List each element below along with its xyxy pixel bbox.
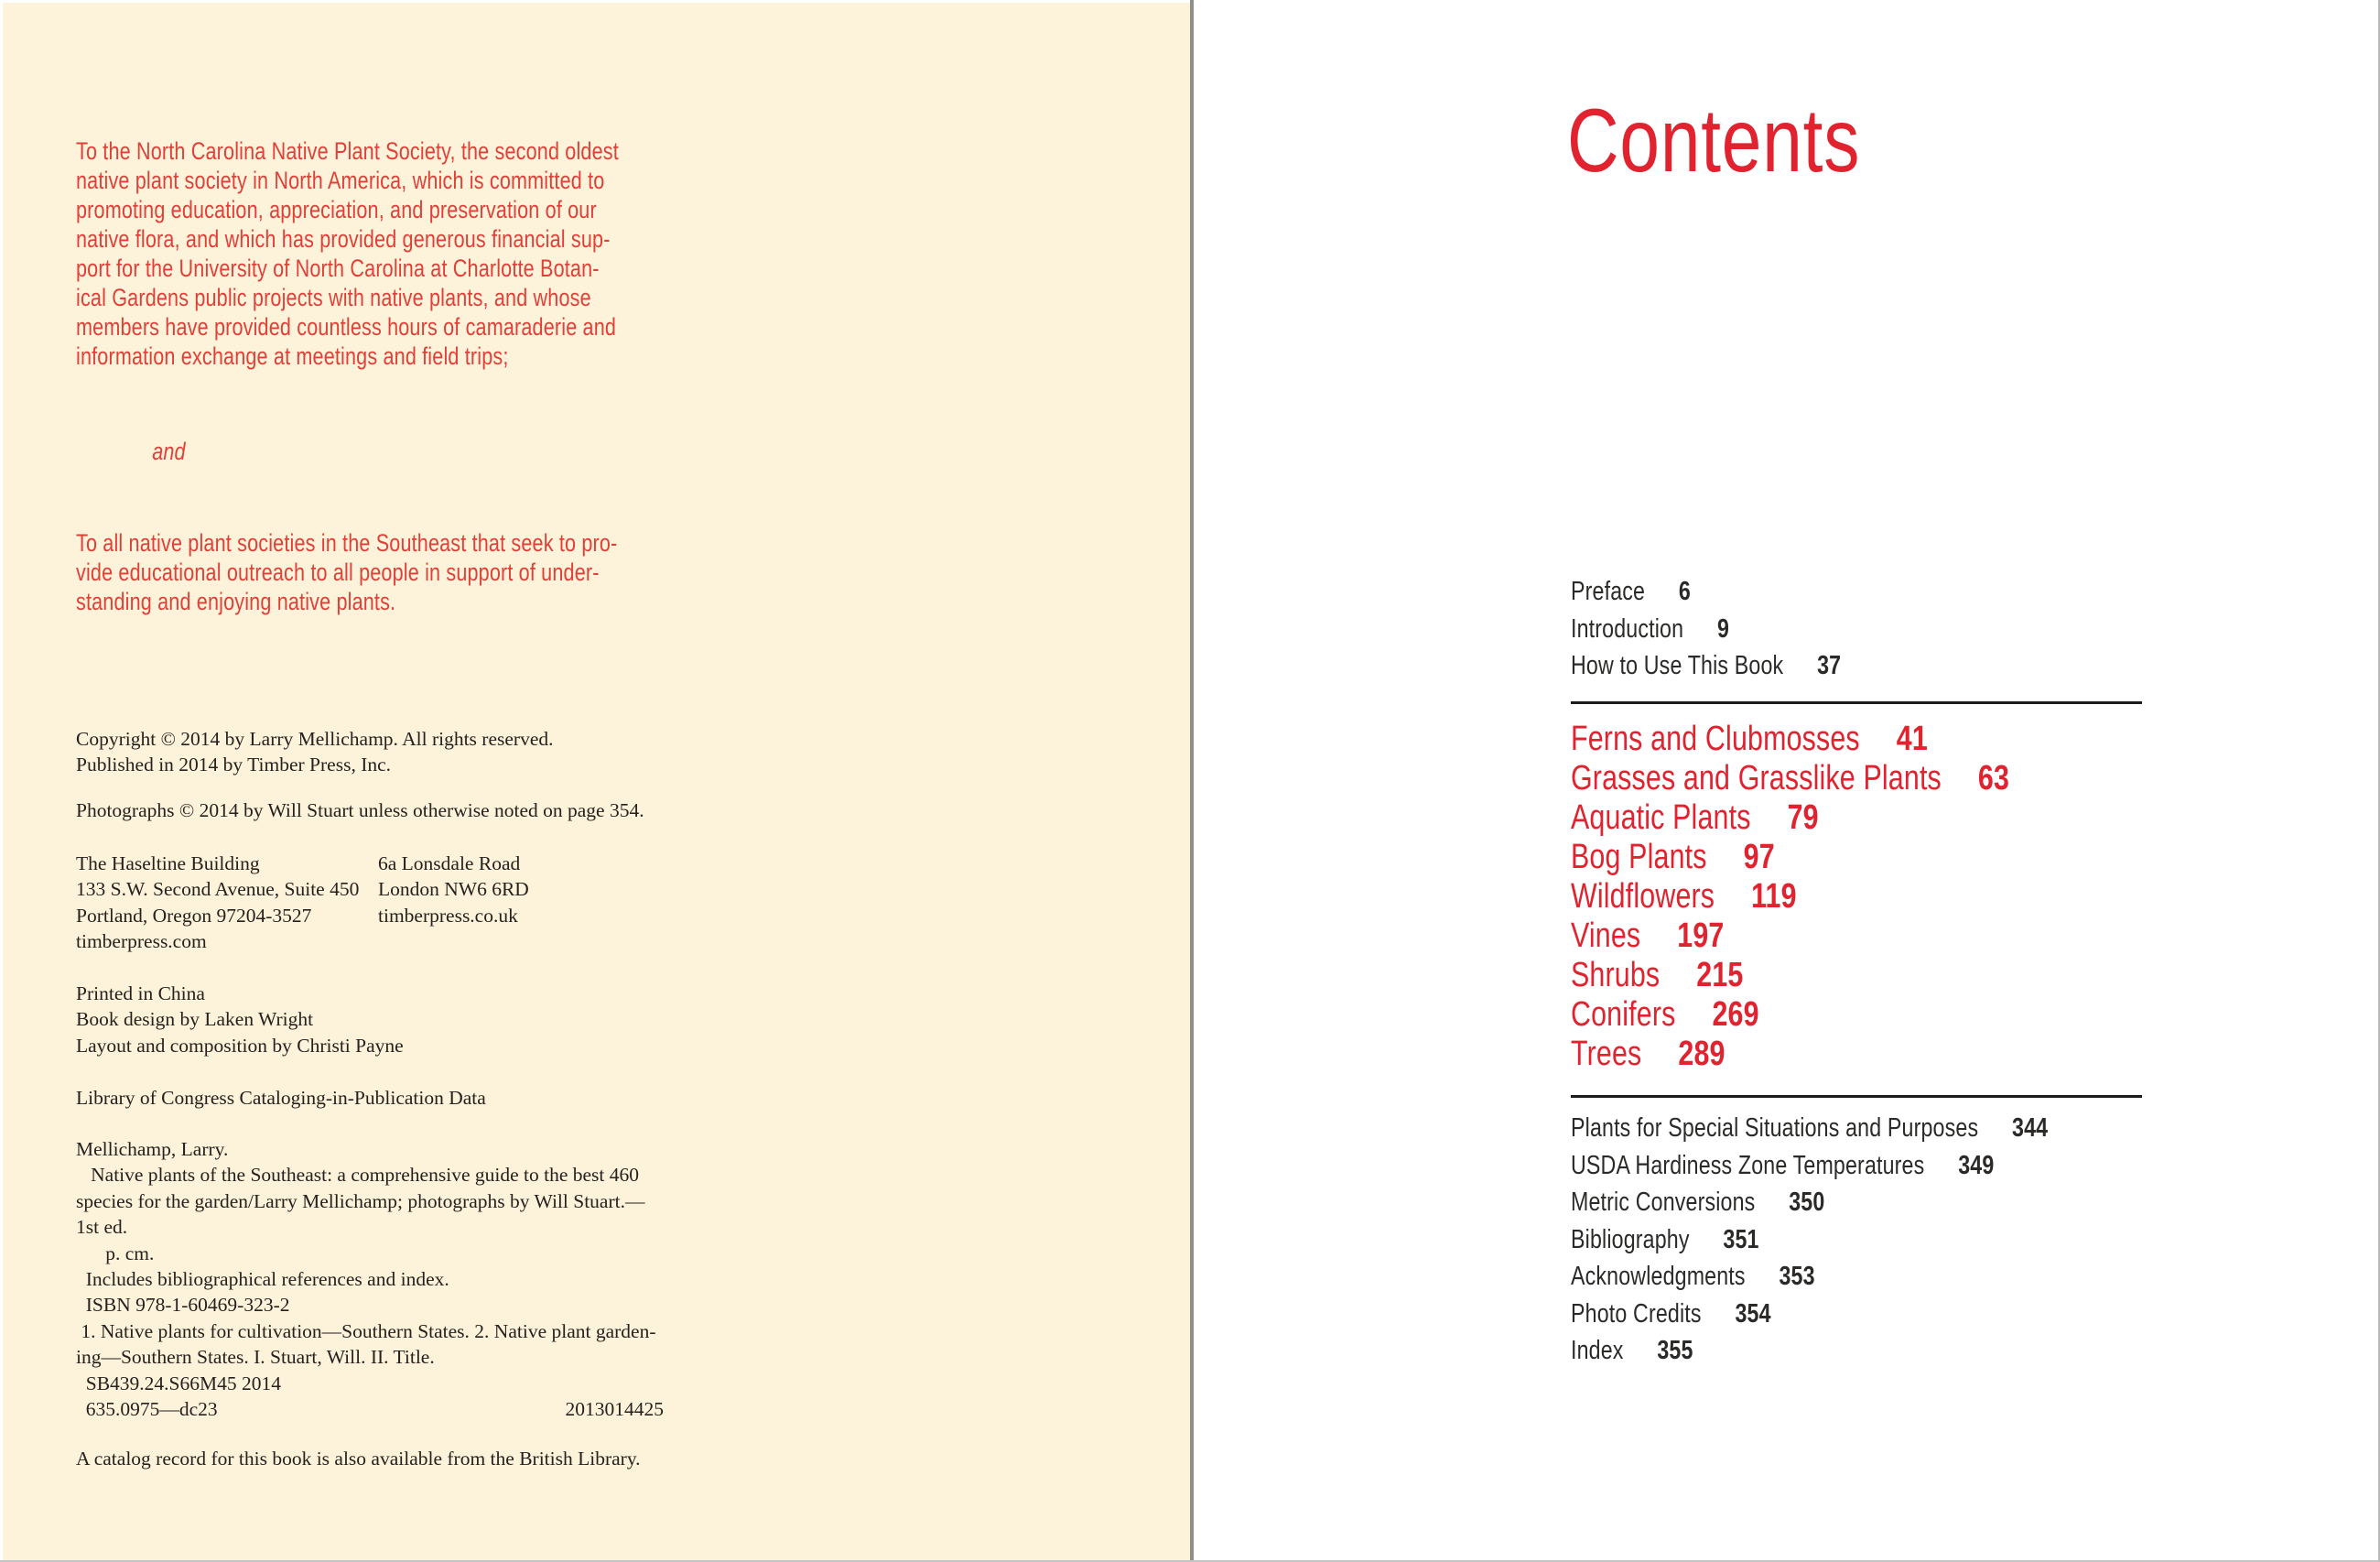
text-line: p. cm. (76, 1242, 155, 1264)
toc-entry-page: 119 (1751, 877, 1797, 916)
toc-entry-label: Preface (1571, 577, 1646, 606)
toc-entry (1571, 838, 2009, 877)
toc-entry (1571, 1258, 2048, 1296)
toc-entry (1571, 1110, 2048, 1147)
contents-title: Contents (1567, 90, 1861, 190)
text-line: port for the University of North Carolina at Charlotte Botan- (76, 255, 600, 282)
text-line: native flora, and which has provided generous financial sup- (76, 225, 611, 253)
address-uk (378, 851, 529, 955)
dedication-paragraph-1 (76, 136, 619, 371)
toc-entry-page: 344 (2012, 1113, 2049, 1143)
text-line: To all native plant societies in the Southeast that seek to pro- (76, 529, 618, 557)
toc-entry-label: Photo Credits (1571, 1298, 1702, 1329)
toc-entry (1571, 1184, 2048, 1221)
text-line: Portland, Oregon 97204-3527 (76, 904, 312, 927)
catalog-dewey-row (76, 1396, 664, 1422)
toc-entry-page: 63 (1977, 759, 2010, 797)
toc-entry-page: 37 (1817, 651, 1842, 680)
toc-entry-label: Bog Plants (1571, 838, 1707, 876)
toc-entry-label: Vines (1571, 917, 1641, 955)
toc-entry-page: 41 (1896, 720, 1928, 758)
toc-entry-page: 6 (1678, 577, 1691, 606)
toc-entry-label: Acknowledgments (1571, 1262, 1746, 1291)
contents-page (1194, 0, 2378, 1562)
toc-entry (1571, 956, 2009, 995)
toc-entry-label: Plants for Special Situations and Purposes (1571, 1113, 1979, 1143)
text-line: Printed in China (76, 982, 205, 1004)
toc-entry-label: Index (1571, 1336, 1624, 1365)
text-line: To the North Carolina Native Plant Society, the second oldest (76, 137, 619, 165)
publisher-addresses (76, 851, 529, 955)
toc-entry (1571, 995, 2009, 1035)
toc-entry (1571, 798, 2009, 838)
text-line: London NW6 6RD (378, 878, 529, 901)
text-line: standing and enjoying native plants. (76, 588, 396, 615)
divider-rule-bottom (1571, 1095, 2142, 1098)
front-matter-list (1571, 573, 1841, 685)
dedication (76, 78, 619, 675)
toc-entry (1571, 1035, 2009, 1074)
dewey-number: 635.0975—dc23 (76, 1398, 218, 1420)
toc-entry-page: 269 (1712, 995, 1759, 1034)
text-line: timberpress.com (76, 930, 207, 953)
toc-entry-page: 350 (1789, 1188, 1825, 1217)
text-line: Book design by Laken Wright (76, 1008, 314, 1031)
text-line: SB439.24.S66M45 2014 (76, 1372, 281, 1394)
toc-entry (1571, 611, 1841, 648)
toc-entry (1571, 720, 2009, 759)
toc-entry-page: 79 (1787, 798, 1819, 837)
toc-entry-page: 289 (1678, 1035, 1726, 1073)
toc-entry (1571, 573, 1841, 611)
toc-entry-label: Wildflowers (1571, 877, 1715, 916)
toc-entry-label: Introduction (1571, 613, 1684, 644)
toc-entry (1571, 647, 1841, 685)
text-line: promoting education, appreciation, and preservation of our (76, 196, 597, 223)
copyright-notice (76, 726, 554, 778)
toc-entry-page: 353 (1779, 1262, 1815, 1291)
text-line: 133 S.W. Second Avenue, Suite 450 (76, 878, 360, 901)
text-line: Copyright © 2014 by Larry Mellichamp. All rights reserved. (76, 728, 554, 750)
toc-entry-label: Shrubs (1571, 956, 1661, 994)
text-line: 1st ed. (76, 1216, 128, 1239)
text-line: ical Gardens public projects with native plants, and whose (76, 284, 591, 311)
toc-entry (1571, 917, 2009, 956)
text-line: native plant society in North America, which is committed to (76, 167, 605, 194)
text-line: Includes bibliographical references and index. (76, 1268, 449, 1291)
toc-entry (1571, 877, 2009, 917)
text-line: Mellichamp, Larry. (76, 1138, 229, 1160)
toc-entry-label: USDA Hardiness Zone Temperatures (1571, 1150, 1925, 1180)
text-line: 6a Lonsdale Road (378, 852, 521, 874)
toc-entry-page: 355 (1657, 1336, 1693, 1365)
toc-entry-page: 351 (1723, 1224, 1759, 1254)
text-line: species for the garden/Larry Mellichamp; photographs by Will Stuart.— (76, 1189, 645, 1212)
toc-entry-label: Conifers (1571, 995, 1676, 1034)
text-line: Layout and composition by Christi Payne (76, 1034, 404, 1057)
toc-entry-label: How to Use This Book (1571, 651, 1784, 680)
catalog-record (76, 1136, 656, 1396)
toc-entry (1571, 1147, 2048, 1185)
toc-entry-label: Ferns and Clubmosses (1571, 720, 1860, 758)
toc-entry-label: Metric Conversions (1571, 1188, 1756, 1217)
toc-entry (1571, 1296, 2048, 1333)
toc-entry (1571, 1332, 2048, 1370)
loc-heading: Library of Congress Cataloging-in-Publication Data (76, 1087, 486, 1109)
dedication-conjunction: and (152, 438, 186, 465)
dedication-paragraph-2 (76, 528, 619, 616)
text-line: vide educational outreach to all people in support of under- (76, 559, 600, 586)
text-line: information exchange at meetings and field trips; (76, 342, 509, 370)
chapter-list (1571, 720, 2009, 1074)
text-line: timberpress.co.uk (378, 904, 518, 927)
toc-entry-page: 349 (1958, 1150, 1995, 1180)
text-line: The Haseltine Building (76, 852, 260, 874)
toc-entry (1571, 1221, 2048, 1259)
photo-credit: Photographs © 2014 by Will Stuart unless otherwise noted on page 354. (76, 799, 644, 821)
address-us (76, 851, 378, 955)
text-line: ISBN 978-1-60469-323-2 (76, 1294, 290, 1317)
toc-entry-page: 354 (1735, 1298, 1771, 1329)
back-matter-list (1571, 1110, 2048, 1370)
lccn-number: 2013014425 (565, 1398, 664, 1420)
toc-entry-page: 197 (1677, 917, 1725, 955)
toc-entry (1571, 759, 2009, 798)
text-line: Native plants of the Southeast: a comprehensive guide to the best 460 (76, 1164, 639, 1187)
text-line: ing—Southern States. I. Stuart, Will. II. Title. (76, 1346, 435, 1369)
production-credits (76, 981, 404, 1058)
text-line: 1. Native plants for cultivation—Southern States. 2. Native plant garden- (76, 1319, 656, 1342)
toc-entry-page: 97 (1743, 838, 1775, 876)
text-line: members have provided countless hours of camaraderie and (76, 313, 617, 341)
toc-entry-label: Trees (1571, 1035, 1642, 1073)
toc-entry-page: 9 (1716, 613, 1730, 644)
toc-entry-page: 215 (1696, 956, 1744, 994)
toc-entry-label: Aquatic Plants (1571, 798, 1751, 837)
text-line: Published in 2014 by Timber Press, Inc. (76, 754, 392, 776)
divider-rule-top (1571, 701, 2142, 704)
toc-entry-label: Grasses and Grasslike Plants (1571, 759, 1942, 797)
british-library-note: A catalog record for this book is also available from the British Library. (76, 1448, 641, 1470)
toc-entry-label: Bibliography (1571, 1224, 1690, 1254)
